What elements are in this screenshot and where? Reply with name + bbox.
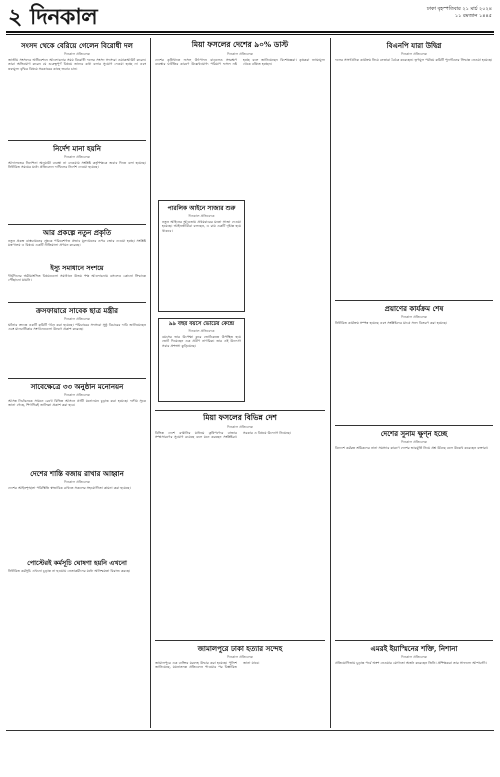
article-body: বিদেশে কর্মরত শ্রমিকদের নানা সমস্যার কারণে দেশের ভাবমূর্তি নিয়ে প্রশ্ন উঠছে বলে উল্লেখ করেছেন বক্তারা। xyxy=(335,446,489,450)
headline: ইস্যু সমাধানে সংশয়ে xyxy=(50,264,104,272)
article-body: দলের সাংগঠনিক কার্যক্রম নিয়ে নেতারা বৈঠক করেছেন। তৃণমূল পর্যায়ে কমিটি পুনর্গঠনের সিদ্ধান্ত নেওয়া হয়েছে। xyxy=(335,58,493,62)
section-rule xyxy=(155,410,325,411)
headline: দেশের সুনাম ক্ষুণ্ন হচ্ছে xyxy=(380,429,448,438)
column-divider xyxy=(330,38,331,728)
headline: পোস্টেরই কর্মসূচি ঘোষণা হয়নি এখনো xyxy=(27,559,127,567)
byline: দিনকাল প্রতিবেদক xyxy=(401,315,427,319)
article-body: বয়সের ভার উপেক্ষা করে ভোটকেন্দ্রে উপস্থিত হয়ে ভোট দিয়েছেন এক প্রবীণ নাগরিক। তার এই উদ্যোগ সবার প্রশংসা কুড়িয়েছে। xyxy=(162,335,241,348)
byline: দিনকাল প্রতিবেদক xyxy=(64,155,90,159)
section-rule xyxy=(335,300,493,301)
article-a6 xyxy=(8,381,146,474)
headline: এমরই ইয়াস্মিনের শক্তি, নিশানা xyxy=(370,644,458,653)
boxed-article-a11 xyxy=(158,318,245,402)
article-a8 xyxy=(8,558,146,719)
article-a12 xyxy=(335,40,493,298)
headline: ক্রসফায়ারে সাবেক ছাত্র মন্ত্রীর xyxy=(35,306,119,315)
article-body: দেশের কৃষিখাতে ফসল উৎপাদন বাড়লেও সংরক্ষণ ব্যবস্থার ঘাটতির কারণে উল্লেখযোগ্য পরিমাণ ফসল নষ্ট হচ্ছে বলে জানিয়েছেন বিশেষজ্ঞরা। কৃষকরা ন্যায্যমূল্য থেকে বঞ্চিত হচ্ছেন। xyxy=(155,58,325,67)
section-rule xyxy=(155,640,325,641)
article-a14 xyxy=(335,303,493,431)
article-body: দীর্ঘদিনের অমীমাংসিত বিষয়গুলো সমাধানে উভয় পক্ষ আলোচনায় বসলেও কোনো সিদ্ধান্তে পৌঁছানো যায়নি। xyxy=(8,274,146,283)
byline: দিনকাল প্রতিবেদক xyxy=(188,214,215,218)
headline: সংসদ থেকে বেরিয়ে গেলেন বিরোধী দল xyxy=(21,41,133,50)
article-body: বিভিন্ন দেশে রপ্তানির মাধ্যমে কৃষিপণ্যের বাজার সম্প্রসারণের সুযোগ রয়েছে বলে মনে করছেন সংশ্লিষ্টরা। সরকার এ বিষয়ে উদ্যোগ নিয়েছে। xyxy=(155,431,291,440)
dateline xyxy=(427,6,492,20)
headline: সাবেক্ষেত্রে ৩৩ অনুষ্ঠান মনোনয়ন xyxy=(30,382,124,391)
byline: দিনকাল প্রতিবেদক xyxy=(227,425,253,429)
article-body: নতুন আইনের আওতায় প্রথমবারের মতো সাজা দেওয়া হয়েছে। আইনজীবীরা বলছেন, এ রায় একটি দৃষ্টান্ত হয়ে থাকবে। xyxy=(162,220,241,233)
page-number: ২ xyxy=(8,4,23,30)
article-body: ঘটনার তদন্তে একটি কমিটি গঠন করা হয়েছে। পরিবারের সদস্যরা সুষ্ঠু বিচারের দাবি জানিয়েছেন এবং মানবাধিকার সংগঠনগুলো উদ্বেগ প্রকাশ করেছে। xyxy=(8,323,146,332)
dateline-hijri: ১১ রমজান ১৪৪৫ xyxy=(454,13,492,19)
newspaper-masthead: দিনকাল xyxy=(30,4,98,30)
section-rule xyxy=(8,302,146,303)
byline: দিনকাল প্রতিবেদক xyxy=(188,329,215,333)
section-rule xyxy=(8,224,146,225)
article-a1 xyxy=(8,40,146,148)
article-a3 xyxy=(8,227,146,264)
article-body: নির্ধারিত কার্যক্রম সম্পন্ন হয়েছে এবং সংশ্লিষ্টদের মাঝে সনদ বিতরণ করা হয়েছে। xyxy=(335,321,448,325)
article-a16 xyxy=(155,643,325,731)
byline: দিনকাল প্রতিবেদক xyxy=(401,655,427,659)
article-a17 xyxy=(335,643,493,736)
headline: নির্দেশ মানা হয়নি xyxy=(53,144,101,153)
page-bottom-rule xyxy=(6,730,494,731)
masthead-rule-thin xyxy=(6,34,494,35)
byline: দিনকাল প্রতিবেদক xyxy=(227,52,253,56)
section-rule xyxy=(335,640,493,641)
article-body: নতুন প্রকল্প বাস্তবায়নের ক্ষেত্রে পরিবেশগত প্রভাব মূল্যায়নের ওপর জোর দেওয়া হচ্ছে। সংশ্লিষ্ট মন্ত্রণালয় এ বিষয়ে একটি নীতিমালা প্রণয়ন করেছে। xyxy=(8,239,146,248)
headline: দেশের শান্তি বজায় রাখার আহ্বান xyxy=(30,469,124,478)
article-body: জাতীয় সংসদের অধিবেশনে আলোচনার সময় বিরোধী দলের সংসদ সদস্যরা ওয়াকআউট করেন। তারা অভিযোগ করেন যে গুরুত্বপূর্ণ বিষয়ে তাদের কথা বলার সুযোগ দেওয়া হচ্ছে না এবং দ্রব্যমূল্য বৃদ্ধির বিষয়ে সরকারের কাছে জবাব চান। xyxy=(8,58,146,71)
section-rule xyxy=(8,378,146,379)
article-a4 xyxy=(8,263,146,302)
byline: দিনকাল প্রতিবেদক xyxy=(64,317,90,321)
article-body: প্রতিযোগিতায় চূড়ান্ত পর্বে অংশ নেওয়ার যোগ্যতা অর্জন করেছেন তিনি। প্রশিক্ষকরা তার সাফল্যে আশাবাদী। xyxy=(335,661,487,665)
boxed-article-a10 xyxy=(158,200,245,312)
byline: দিনকাল প্রতিবেদক xyxy=(401,52,427,56)
section-rule xyxy=(335,425,493,426)
article-a5 xyxy=(8,305,146,383)
byline: দিনকাল প্রতিবেদক xyxy=(64,393,90,397)
column-divider xyxy=(150,38,151,728)
article-body: দেশের আইনশৃঙ্খলা পরিস্থিতি স্বাভাবিক রাখতে সকলের সহযোগিতা কামনা করা হয়েছে। xyxy=(8,486,131,490)
headline: আর প্রকল্পে নতুন প্রকৃতি xyxy=(42,228,112,237)
article-body: আদালতের নির্দেশনা অনুযায়ী ব্যবস্থা না নেওয়ায় সংশ্লিষ্ট কর্তৃপক্ষকে জবাব দিতে বলা হয়েছে। নির্ধারিত সময়ের মধ্যে প্রতিবেদন দাখিলের নির্দেশ দেওয়া হয়েছে। xyxy=(8,161,146,170)
article-a7 xyxy=(8,468,146,561)
headline: মিয়া ফসলের বিভিন্ন দেশ xyxy=(203,413,277,422)
headline: বিএনপি যারা উদ্বিগ্ন xyxy=(386,41,442,50)
byline: দিনকাল প্রতিবেদক xyxy=(64,52,90,56)
article-body: নির্ধারিত কর্মসূচি এখনো চূড়ান্ত না হওয়ায় নেতাকর্মীদের মধ্যে অনিশ্চয়তা বিরাজ করছে। xyxy=(8,569,131,573)
headline: ৯৯ বছর বয়সে ভোটের কেন্দ্রে xyxy=(168,321,235,327)
headline: প্রয়াণের কার্যক্রম শেষ xyxy=(384,304,444,313)
headline: পারলিক আইনে সাজার শুরু xyxy=(167,205,236,212)
headline: জামালপুরে ঢাকা হত্যার সন্দেহ xyxy=(197,644,283,653)
byline: দিনকাল প্রতিবেদক xyxy=(227,655,253,659)
article-body: জামালপুরে এক ব্যক্তির মরদেহ উদ্ধার করা হয়েছে। পুলিশ জানিয়েছে, ময়নাতদন্ত প্রতিবেদন পাওয়ার পর বিস্তারিত জানা যাবে। xyxy=(155,661,260,670)
byline: দিনকাল প্রতিবেদক xyxy=(64,480,90,484)
dateline-date: ঢাকা বৃহস্পতিবার ২১ মার্চ ২০২৪ xyxy=(426,6,492,12)
article-a2 xyxy=(8,143,146,231)
headline: মিয়া ফসলের দেশের ৯০% ডাস্ট xyxy=(191,40,289,49)
byline: দিনকাল প্রতিবেদক xyxy=(401,440,427,444)
article-a13 xyxy=(155,413,325,651)
masthead-rule xyxy=(6,31,494,33)
article-body: আসন্ন নির্বাচনকে সামনে রেখে বিভিন্ন আসনে প্রার্থী মনোনয়ন চূড়ান্ত করা হয়েছে। দলীয় সূত্রে জানা গেছে, শিগগিরই তালিকা প্রকাশ করা হবে। xyxy=(8,399,146,408)
section-rule xyxy=(8,140,146,141)
article-a15 xyxy=(335,428,493,646)
